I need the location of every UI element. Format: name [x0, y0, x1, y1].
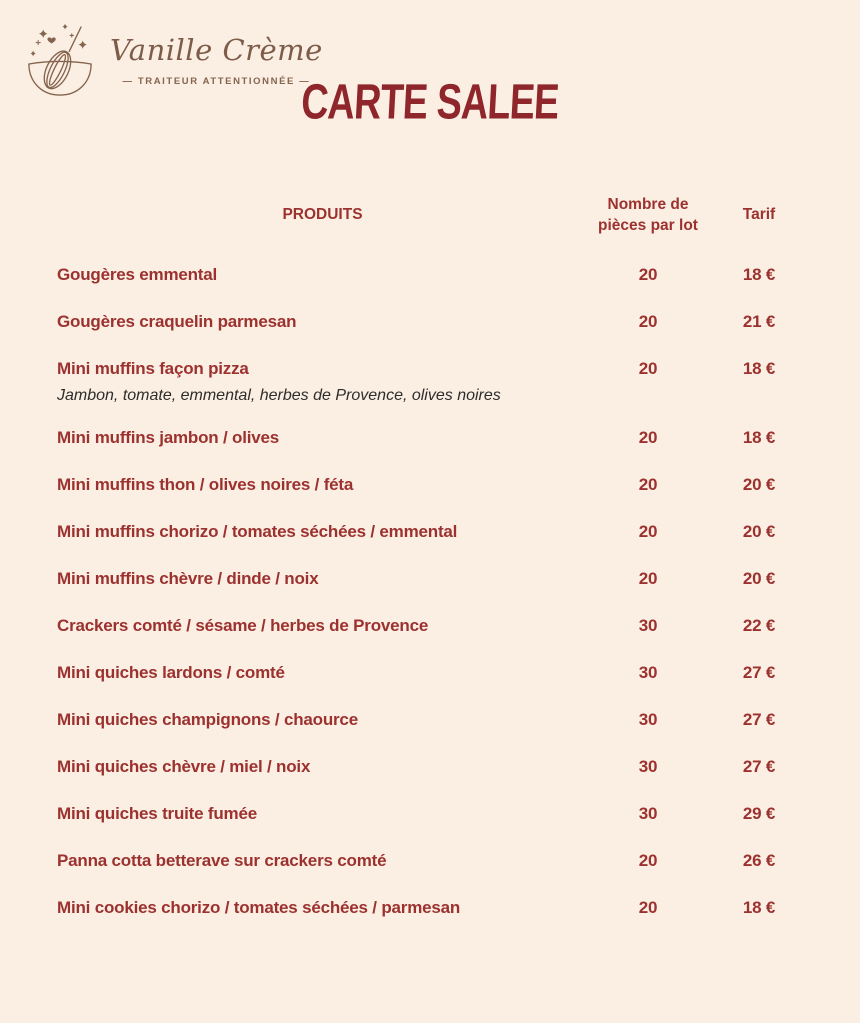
brand-name: Vanille Crème [110, 33, 323, 67]
product-cell [57, 884, 588, 931]
table-row [57, 298, 810, 345]
quantity-value: 20 [638, 522, 658, 541]
quantity-value: 30 [638, 757, 658, 776]
table-row [57, 461, 810, 508]
product-name: Mini muffins chorizo / tomates séchées / emmental [57, 522, 458, 541]
product-name: Mini cookies chorizo / tomates séchées / parmesan [57, 898, 461, 917]
menu-table [57, 192, 810, 931]
product-name: Mini muffins jambon / olives [57, 428, 280, 447]
quantity-value: 30 [638, 616, 658, 635]
table-header-row [57, 192, 810, 238]
quantity-value: 20 [638, 428, 658, 447]
table-body [57, 251, 810, 931]
price-value: 18 € [742, 359, 776, 378]
product-name: Mini muffins chèvre / dinde / noix [57, 569, 319, 588]
product-cell [57, 602, 588, 649]
product-name: Gougères craquelin parmesan [57, 312, 297, 331]
table-row [57, 414, 810, 461]
price-value: 22 € [742, 616, 776, 635]
quantity-value: 20 [638, 898, 658, 917]
product-name: Crackers comté / sésame / herbes de Provence [57, 616, 429, 635]
product-name: Gougères emmental [57, 265, 218, 284]
product-name: Mini quiches truite fumée [57, 804, 257, 823]
product-cell [57, 837, 588, 884]
product-name: Mini quiches chèvre / miel / noix [57, 757, 311, 776]
quantity-value: 20 [638, 359, 658, 378]
page-title: CARTE SALEE [299, 72, 561, 130]
header-quantity-line1: Nombre de [607, 196, 689, 213]
product-cell [57, 251, 588, 298]
quantity-value: 20 [638, 475, 658, 494]
product-name: Mini muffins thon / olives noires / féta [57, 475, 354, 494]
quantity-value: 20 [638, 312, 658, 331]
product-cell [57, 461, 588, 508]
header-quantity-line2: pièces par lot [598, 217, 698, 234]
product-description: Jambon, tomate, emmental, herbes de Provence, olives noires [57, 387, 501, 404]
quantity-value: 20 [638, 851, 658, 870]
price-value: 18 € [742, 428, 776, 447]
table-row [57, 555, 810, 602]
product-cell [57, 298, 588, 345]
price-value: 20 € [742, 475, 776, 494]
quantity-value: 30 [638, 804, 658, 823]
price-value: 29 € [742, 804, 776, 823]
product-cell [57, 790, 588, 837]
table-row [57, 696, 810, 743]
table-row [57, 649, 810, 696]
table-row [57, 790, 810, 837]
header-quantity [588, 194, 708, 236]
product-cell [57, 696, 588, 743]
table-row [57, 602, 810, 649]
quantity-value: 20 [638, 569, 658, 588]
quantity-value: 30 [638, 710, 658, 729]
header-products: PRODUITS [282, 206, 363, 223]
price-value: 18 € [742, 265, 776, 284]
table-row [57, 884, 810, 931]
product-cell [57, 508, 588, 555]
price-value: 27 € [742, 710, 776, 729]
table-row [57, 743, 810, 790]
product-name: Mini muffins façon pizza [57, 359, 249, 378]
price-value: 27 € [742, 663, 776, 682]
brand-tagline: — TRAITEUR ATTENTIONNÉE — [122, 76, 311, 87]
product-cell [57, 345, 588, 414]
price-value: 26 € [742, 851, 776, 870]
product-cell [57, 743, 588, 790]
table-row [57, 345, 810, 414]
quantity-value: 30 [638, 663, 658, 682]
product-cell [57, 414, 588, 461]
product-name: Panna cotta betterave sur crackers comté [57, 851, 387, 870]
product-cell [57, 649, 588, 696]
table-row [57, 508, 810, 555]
table-row [57, 837, 810, 884]
quantity-value: 20 [638, 265, 658, 284]
product-name: Mini quiches champignons / chaource [57, 710, 358, 729]
price-value: 20 € [742, 569, 776, 588]
price-value: 21 € [742, 312, 776, 331]
table-row [57, 251, 810, 298]
product-name: Mini quiches lardons / comté [57, 663, 285, 682]
price-value: 18 € [742, 898, 776, 917]
price-value: 27 € [742, 757, 776, 776]
product-cell [57, 555, 588, 602]
header-price: Tarif [742, 206, 776, 223]
price-value: 20 € [742, 522, 776, 541]
